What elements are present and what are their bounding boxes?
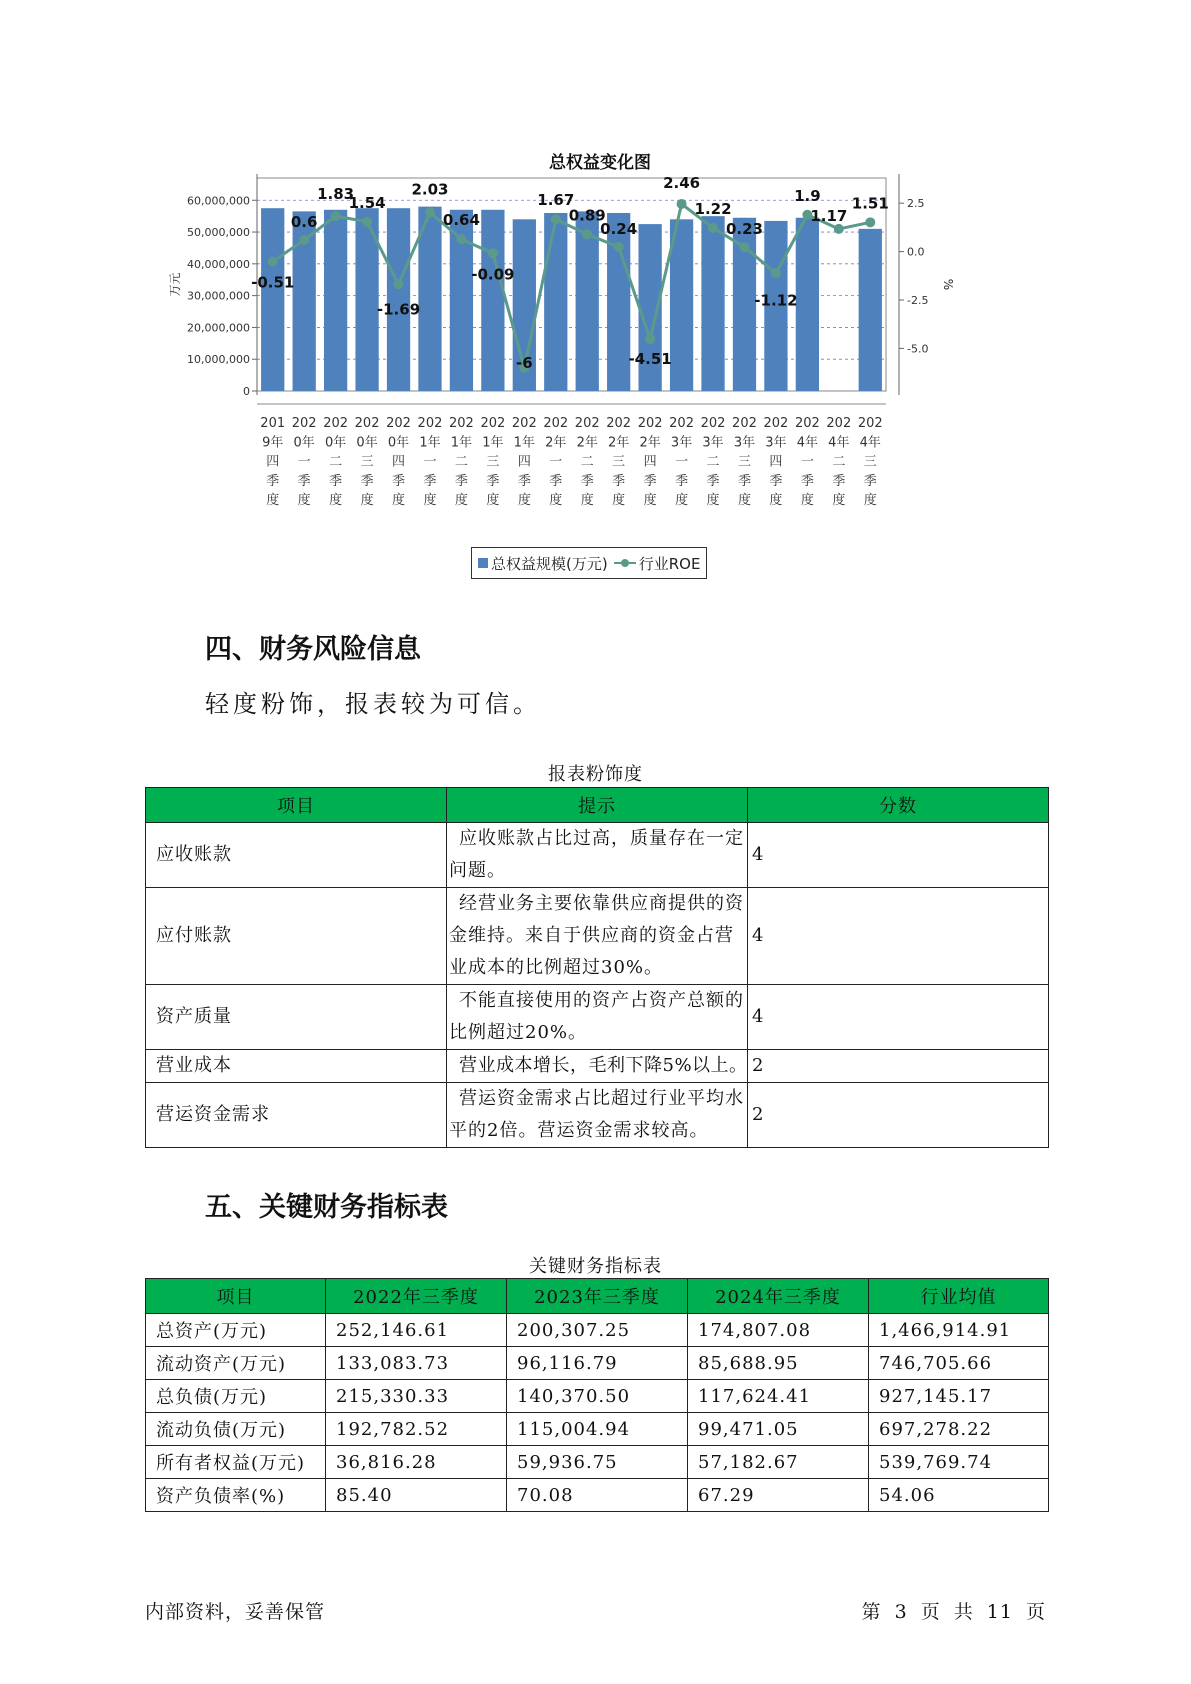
roe-point xyxy=(582,229,592,239)
x-tick-label: 202 2年三季度 xyxy=(606,416,632,509)
x-tick-label: 202 3年三季度 xyxy=(732,416,757,509)
roe-data-label: 1.22 xyxy=(694,199,732,218)
legend-bar-swatch xyxy=(478,558,488,568)
bar xyxy=(544,213,567,391)
metric-value: 117,624.41 xyxy=(688,1380,869,1413)
section5-heading: 五、关键财务指标表 xyxy=(205,1192,448,1223)
table-row xyxy=(146,985,1049,1050)
metric-value: 115,004.94 xyxy=(507,1413,688,1446)
roe-data-label: 0.23 xyxy=(725,220,763,239)
metric-value: 215,330.33 xyxy=(326,1380,507,1413)
roe-data-label: -0.09 xyxy=(471,265,515,284)
table-row xyxy=(146,888,1049,985)
metric-value: 85,688.95 xyxy=(688,1347,869,1380)
table-row xyxy=(146,1347,1049,1380)
risk-score: 4 xyxy=(748,985,1049,1050)
roe-data-label: 0.89 xyxy=(568,206,606,225)
metrics-col-2023q3: 2023年三季度 xyxy=(507,1279,688,1314)
metrics-table-caption: 关键财务指标表 xyxy=(529,1256,662,1277)
x-tick-label: 202 2年四季度 xyxy=(637,416,663,509)
x-tick-label: 202 4年二季度 xyxy=(826,416,852,509)
metric-value: 1,466,914.91 xyxy=(869,1314,1049,1347)
risk-item: 资产质量 xyxy=(146,985,447,1050)
roe-point xyxy=(645,334,655,344)
bar xyxy=(607,213,630,391)
risk-table-caption: 报表粉饰度 xyxy=(548,764,643,785)
x-tick-label: 202 1年一季度 xyxy=(417,416,443,509)
risk-score: 4 xyxy=(748,823,1049,888)
table-row xyxy=(146,1083,1049,1148)
equity-chart xyxy=(170,140,1030,600)
metric-value: 54.06 xyxy=(869,1479,1049,1512)
metric-name: 流动资产(万元) xyxy=(146,1347,326,1380)
legend-line-label: 行业ROE xyxy=(638,554,701,573)
roe-point xyxy=(739,242,749,252)
y-axis-label-left: 万元 xyxy=(168,272,182,297)
table-row xyxy=(146,823,1049,888)
roe-point xyxy=(268,256,278,266)
y2-tick-label: -2.5 xyxy=(907,293,929,307)
metric-value: 252,146.61 xyxy=(326,1314,507,1347)
metric-value: 59,936.75 xyxy=(507,1446,688,1479)
y-axis-label-right: % xyxy=(941,278,955,291)
roe-data-label: -0.51 xyxy=(251,273,295,292)
metric-value: 133,083.73 xyxy=(326,1347,507,1380)
roe-data-label: 2.03 xyxy=(411,180,449,199)
x-tick-label: 202 1年三季度 xyxy=(480,416,506,509)
section4-summary: 轻度粉饰，报表较为可信。 xyxy=(205,690,541,718)
x-tick-label: 201 9年四季度 xyxy=(260,416,286,509)
table-row xyxy=(146,1050,1049,1083)
bar xyxy=(859,229,882,391)
metric-value: 192,782.52 xyxy=(326,1413,507,1446)
metrics-table-header xyxy=(146,1279,1049,1314)
risk-table-header xyxy=(146,788,1049,823)
metrics-col-2024q3: 2024年三季度 xyxy=(688,1279,869,1314)
risk-table xyxy=(145,787,1049,1148)
risk-item: 应付账款 xyxy=(146,888,447,985)
table-row xyxy=(146,1314,1049,1347)
risk-hint: 营业成本增长，毛利下降5%以上。 xyxy=(447,1050,748,1083)
roe-point xyxy=(834,224,844,234)
metric-value: 174,807.08 xyxy=(688,1314,869,1347)
roe-data-label: 0.64 xyxy=(442,211,480,230)
metrics-col-2022q3: 2022年三季度 xyxy=(326,1279,507,1314)
footer-confidential: 内部资料，妥善保管 xyxy=(145,1601,326,1623)
risk-col-score: 分数 xyxy=(748,788,1049,823)
footer-page-number: 第 3 页 共 11 页 xyxy=(861,1601,1046,1623)
bar xyxy=(481,210,504,391)
chart-legend xyxy=(471,547,707,579)
risk-hint: 营运资金需求占比超过行业平均水平的2倍。营运资金需求较高。 xyxy=(447,1083,748,1148)
roe-point xyxy=(425,207,435,217)
x-tick-label: 202 0年一季度 xyxy=(291,416,317,509)
table-row xyxy=(146,1380,1049,1413)
bar xyxy=(796,218,819,391)
roe-data-label: 1.83 xyxy=(317,185,355,204)
metrics-table xyxy=(145,1278,1049,1512)
y-tick-label: 20,000,000 xyxy=(187,321,250,335)
y2-tick-label: -5.0 xyxy=(907,342,929,356)
metric-value: 200,307.25 xyxy=(507,1314,688,1347)
risk-item: 营运资金需求 xyxy=(146,1083,447,1148)
metric-value: 67.29 xyxy=(688,1479,869,1512)
metric-value: 697,278.22 xyxy=(869,1413,1049,1446)
roe-point xyxy=(394,279,404,289)
metric-value: 70.08 xyxy=(507,1479,688,1512)
legend-item-line xyxy=(614,553,701,574)
risk-col-item: 项目 xyxy=(146,788,447,823)
bar xyxy=(701,216,724,391)
y-tick-label: 60,000,000 xyxy=(187,194,250,208)
risk-item: 应收账款 xyxy=(146,823,447,888)
x-tick-label: 202 3年四季度 xyxy=(763,416,789,509)
metrics-col-item: 项目 xyxy=(146,1279,326,1314)
x-tick-label: 202 3年二季度 xyxy=(700,416,726,509)
y2-tick-label: 2.5 xyxy=(907,197,925,211)
metric-value: 57,182.67 xyxy=(688,1446,869,1479)
x-tick-label: 202 0年三季度 xyxy=(354,416,380,509)
table-row xyxy=(146,1413,1049,1446)
metric-name: 总资产(万元) xyxy=(146,1314,326,1347)
roe-data-label: 0.24 xyxy=(600,219,638,238)
y-tick-label: 50,000,000 xyxy=(187,226,250,240)
y2-tick-label: 0.0 xyxy=(907,245,925,259)
roe-data-label: 0.6 xyxy=(290,212,318,231)
y-tick-label: 40,000,000 xyxy=(187,257,250,271)
roe-data-label: 1.67 xyxy=(537,191,575,210)
metrics-col-industry-avg: 行业均值 xyxy=(869,1279,1049,1314)
roe-data-label: 1.9 xyxy=(794,186,821,205)
risk-score: 2 xyxy=(748,1050,1049,1083)
table-row xyxy=(146,1479,1049,1512)
roe-data-label: -1.12 xyxy=(754,291,798,310)
roe-data-label: -4.51 xyxy=(628,349,672,368)
metric-name: 流动负债(万元) xyxy=(146,1413,326,1446)
roe-point xyxy=(677,199,687,209)
roe-point xyxy=(362,217,372,227)
metric-value: 746,705.66 xyxy=(869,1347,1049,1380)
legend-line-swatch xyxy=(614,557,636,569)
legend-bar-label: 总权益规模(万元) xyxy=(491,554,608,573)
legend-item-bar xyxy=(478,553,608,574)
y-tick-label: 30,000,000 xyxy=(187,289,250,303)
roe-point xyxy=(865,217,875,227)
metric-name: 资产负债率(%) xyxy=(146,1479,326,1512)
bar xyxy=(324,210,347,391)
x-tick-label: 202 3年一季度 xyxy=(669,416,694,509)
roe-data-label: -6 xyxy=(515,353,533,372)
x-tick-label: 202 2年一季度 xyxy=(543,416,569,509)
roe-point xyxy=(614,242,624,252)
roe-point xyxy=(708,223,718,233)
risk-hint: 应收账款占比过高，质量存在一定问题。 xyxy=(447,823,748,888)
x-tick-label: 202 0年二季度 xyxy=(323,416,349,509)
roe-point xyxy=(488,248,498,258)
roe-point xyxy=(771,268,781,278)
roe-point xyxy=(456,234,466,244)
roe-data-label: 1.17 xyxy=(810,206,848,225)
x-tick-label: 202 1年二季度 xyxy=(449,416,474,509)
y-tick-label: 10,000,000 xyxy=(187,353,250,367)
metric-value: 140,370.50 xyxy=(507,1380,688,1413)
roe-point xyxy=(299,235,309,245)
metric-value: 85.40 xyxy=(326,1479,507,1512)
metric-value: 927,145.17 xyxy=(869,1380,1049,1413)
risk-score: 2 xyxy=(748,1083,1049,1148)
metric-name: 总负债(万元) xyxy=(146,1380,326,1413)
metric-value: 539,769.74 xyxy=(869,1446,1049,1479)
table-row xyxy=(146,1446,1049,1479)
roe-data-label: 2.46 xyxy=(663,173,701,192)
chart-plot xyxy=(170,140,1030,540)
y-tick-label: 0 xyxy=(243,385,250,398)
metric-value: 96,116.79 xyxy=(507,1347,688,1380)
metric-name: 所有者权益(万元) xyxy=(146,1446,326,1479)
roe-data-label: 1.51 xyxy=(851,194,889,213)
x-tick-label: 202 4年一季度 xyxy=(794,416,820,509)
x-tick-label: 202 0年四季度 xyxy=(386,416,411,509)
risk-hint: 不能直接使用的资产占资产总额的比例超过20%。 xyxy=(447,985,748,1050)
risk-col-hint: 提示 xyxy=(447,788,748,823)
risk-hint: 经营业务主要依靠供应商提供的资金维持。来自于供应商的资金占营业成本的比例超过30%。 xyxy=(447,888,748,985)
roe-data-label: 1.54 xyxy=(348,193,386,212)
bar xyxy=(261,208,284,391)
roe-point xyxy=(331,211,341,221)
risk-item: 营业成本 xyxy=(146,1050,447,1083)
risk-score: 4 xyxy=(748,888,1049,985)
x-tick-label: 202 2年二季度 xyxy=(574,416,600,509)
x-tick-label: 202 1年四季度 xyxy=(511,416,537,509)
x-tick-label: 202 4年三季度 xyxy=(857,416,883,509)
metric-value: 36,816.28 xyxy=(326,1446,507,1479)
roe-point xyxy=(551,214,561,224)
chart-title: 总权益变化图 xyxy=(549,153,651,173)
metric-value: 99,471.05 xyxy=(688,1413,869,1446)
roe-data-label: -1.69 xyxy=(376,300,421,319)
section4-heading: 四、财务风险信息 xyxy=(205,634,421,665)
